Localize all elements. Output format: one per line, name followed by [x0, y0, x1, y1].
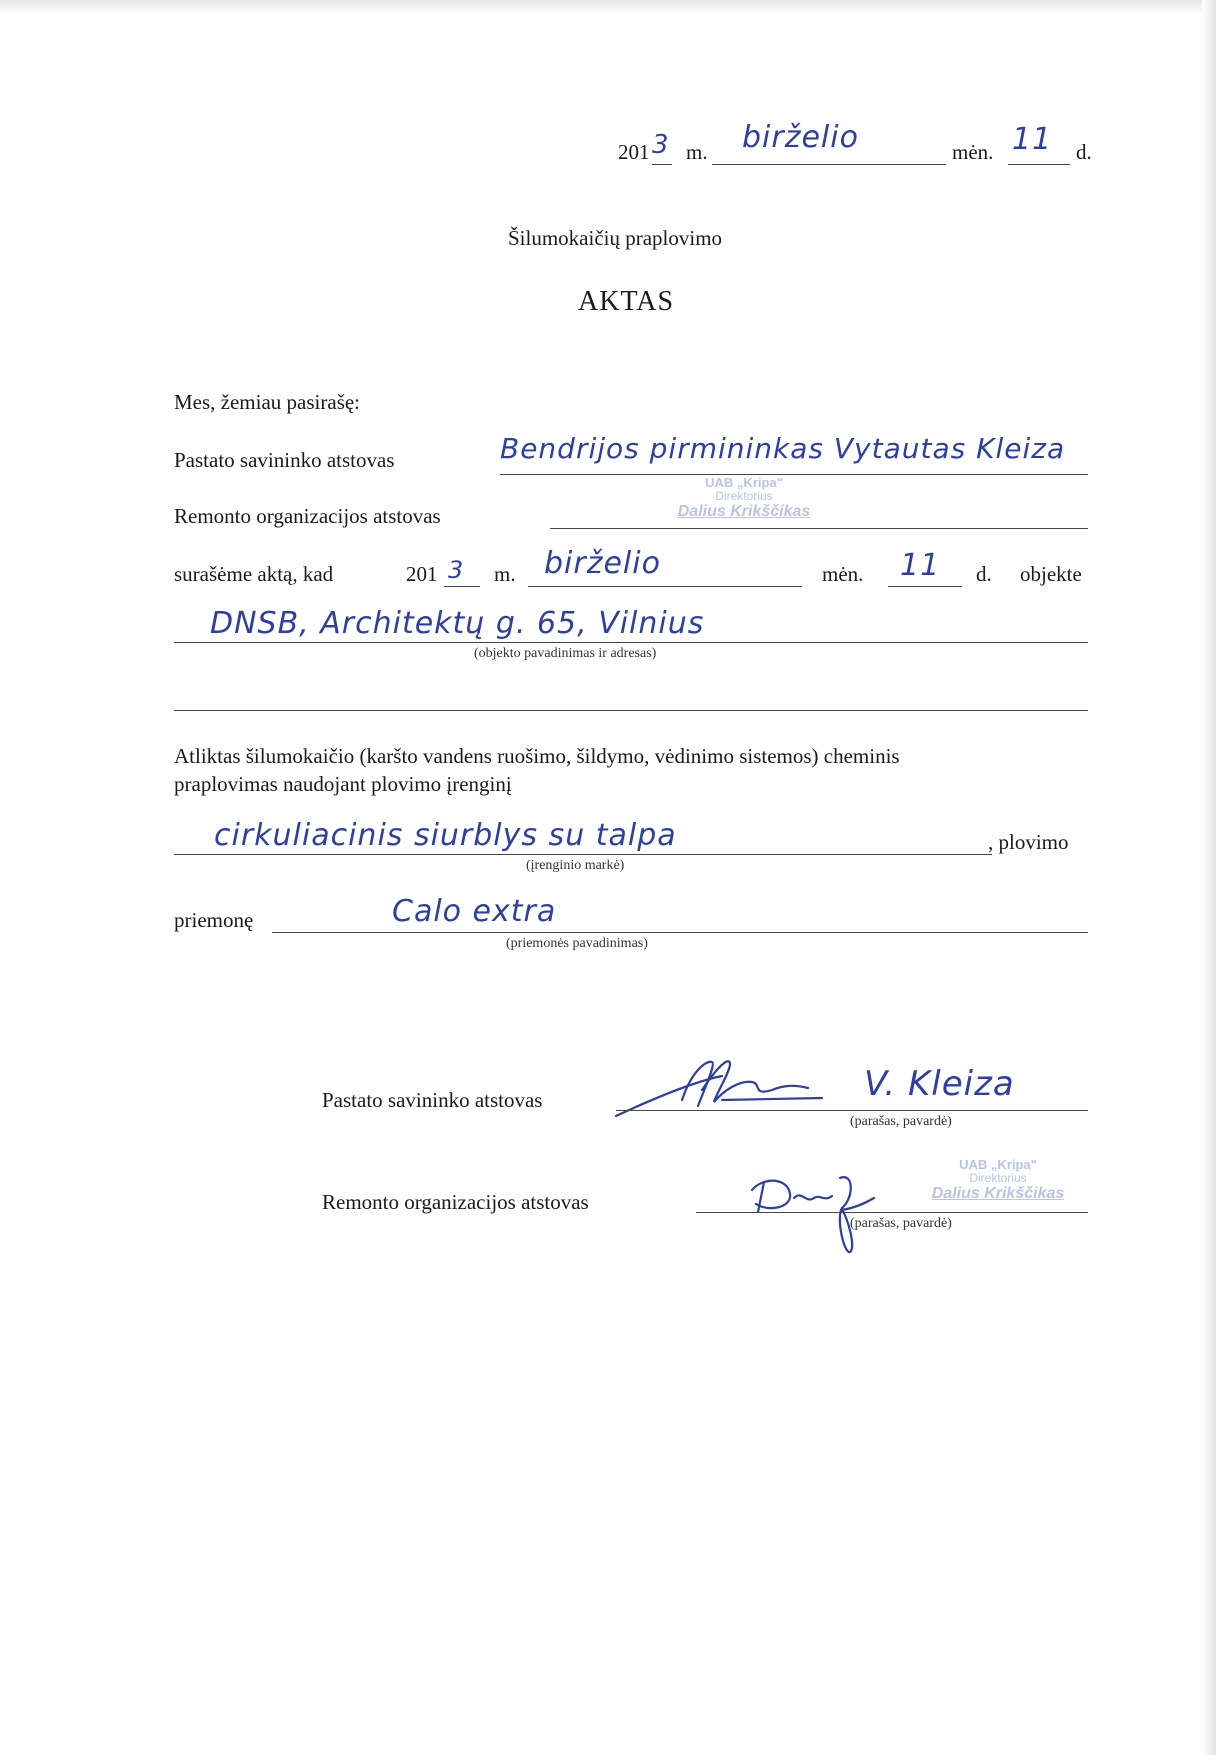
company-stamp-2: [908, 1158, 1088, 1203]
header-men-label: mėn.: [952, 140, 994, 164]
header-year-digit: 3: [652, 130, 670, 160]
act-text: surašėme aktą, kad: [174, 562, 334, 586]
sign-repair-label: Remonto organizacijos atstovas: [322, 1190, 589, 1214]
sign-owner-label: Pastato savininko atstovas: [322, 1088, 543, 1112]
header-day-line: [1008, 164, 1070, 165]
scan-edge-top: [0, 0, 1216, 14]
sign-owner-line: [616, 1110, 1088, 1111]
object-value: DNSB, Architektų g. 65, Vilnius: [210, 606, 705, 641]
object-caption: (objekto pavadinimas ir adresas): [474, 646, 657, 661]
act-year-prefix: 201: [406, 562, 438, 586]
act-objekte: objekte: [1020, 562, 1082, 586]
document-subtitle: Šilumokaičių praplovimo: [508, 226, 723, 250]
sign-owner-caption: (parašas, pavardė): [850, 1114, 952, 1129]
document-title: AKTAS: [578, 286, 675, 317]
act-men-label: mėn.: [822, 562, 864, 586]
act-d-label: d.: [976, 562, 992, 586]
header-month-line: [712, 164, 946, 165]
sign-repair-line: [696, 1212, 1088, 1213]
agent-label: priemonę: [174, 908, 254, 932]
act-year-line: [444, 586, 480, 587]
owner-rep-label: Pastato savininko atstovas: [174, 448, 395, 472]
act-m-label: m.: [494, 562, 516, 586]
sign-repair-caption: (parašas, pavardė): [850, 1216, 952, 1231]
act-year-digit: 3: [448, 556, 465, 584]
header-month: birželio: [742, 120, 859, 155]
header-day: 11: [1012, 122, 1053, 157]
stamp-name: Dalius Krikščikas: [677, 503, 811, 521]
header-year-prefix: 201: [618, 140, 650, 164]
owner-rep-line: [500, 474, 1088, 475]
header-d-label: d.: [1076, 140, 1092, 164]
object-line: [174, 642, 1088, 643]
device-caption: (įrenginio markė): [526, 858, 625, 873]
device-value: cirkuliacinis siurblys su talpa: [214, 818, 677, 853]
stamp-2-name: Dalius Krikščikas: [931, 1185, 1065, 1203]
agent-caption: (priemonės pavadinimas): [506, 936, 648, 951]
repair-rep-line: [550, 528, 1088, 529]
stamp-2-company: UAB „Kripa": [959, 1157, 1037, 1172]
agent-value: Calo extra: [392, 894, 557, 929]
act-month: birželio: [544, 546, 661, 581]
header-year-line: [652, 164, 672, 165]
sign-owner-value: V. Kleiza: [864, 1064, 1015, 1104]
scan-edge-right: [1202, 0, 1216, 1755]
object-line-2: [174, 710, 1088, 711]
company-stamp: [644, 476, 844, 521]
stamp-company: UAB „Kripa": [705, 475, 783, 490]
agent-line: [272, 932, 1088, 933]
repair-signature-graphic: [744, 1168, 884, 1258]
device-suffix: , plovimo: [988, 830, 1069, 854]
act-day-line: [888, 586, 962, 587]
intro-text: Mes, žemiau pasirašę:: [174, 390, 361, 414]
act-day: 11: [900, 548, 941, 583]
stamp-2-role: Direktorius: [969, 1171, 1027, 1186]
device-line: [174, 854, 992, 855]
owner-rep-value: Bendrijos pirmininkas Vytautas Kleiza: [500, 432, 1066, 465]
act-month-line: [528, 586, 802, 587]
header-m-label: m.: [686, 140, 708, 164]
repair-rep-label: Remonto organizacijos atstovas: [174, 504, 441, 528]
body-line-2: praplovimas naudojant plovimo įrenginį: [174, 772, 512, 796]
stamp-role: Direktorius: [715, 489, 773, 504]
body-line-1: Atliktas šilumokaičio (karšto vandens ruošimo, šildymo, vėdinimo sistemos) cheminis: [174, 744, 900, 768]
